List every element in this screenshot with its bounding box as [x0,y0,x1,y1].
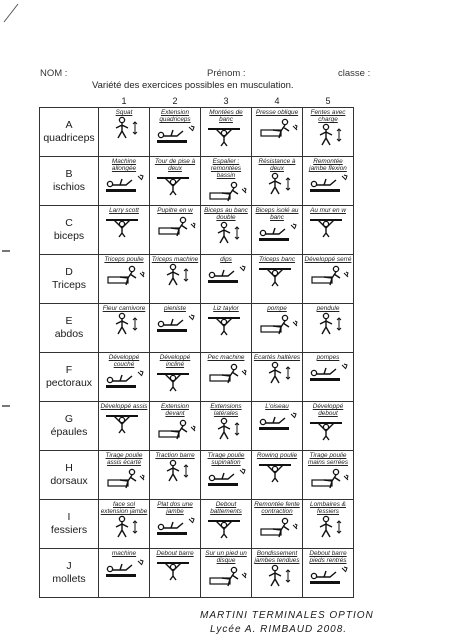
muscle-group-label [40,402,99,451]
exercise-name: Au mur en w [310,207,346,214]
row-letter: I [67,511,71,523]
exercise-name: Tirage poulie assis écarté [105,452,143,466]
exercise-name: Résistance à deux [258,158,296,172]
exercise-figure-icon [153,459,197,483]
table-row [40,353,354,402]
exercise-cell [252,206,303,255]
exercise-figure-icon [306,312,350,336]
exercise-cell [201,255,252,304]
exercise-figure-icon [153,417,197,441]
exercise-cell [150,451,201,500]
exercise-figure-icon [255,459,299,483]
exercise-cell [303,304,354,353]
exercise-figure-icon [153,214,197,238]
exercise-cell [252,500,303,549]
exercise-name: Fentes avec charge [310,109,346,123]
table-row [40,157,354,206]
exercise-cell [201,549,252,598]
exercise-name: machine [111,550,137,557]
exercise-name: Sur un pied un disque [205,550,247,564]
exercise-figure-icon [102,466,146,490]
classe-label: classe : [338,68,371,79]
row-letter: G [64,413,74,425]
exercise-figure-icon [153,312,197,336]
table-row [40,402,354,451]
row-letter: A [65,119,73,131]
exercise-figure-icon [153,123,197,147]
exercise-name: Fleur carnivore [102,305,146,312]
muscle-name: biceps [53,230,85,242]
exercise-figure-icon [204,564,248,588]
exercise-name: pieniste [163,305,187,312]
exercise-name: Presse oblique [255,109,299,116]
exercise-name: pompes [316,354,340,361]
exercise-name: Extensions latérales [210,403,242,417]
exercise-cell [303,402,354,451]
column-number: 2 [172,96,178,106]
exercise-name: Développé assis [100,403,148,410]
prenom-label: Prénom : [207,68,246,79]
exercise-cell [99,402,150,451]
exercise-cell [252,451,303,500]
exercise-figure-icon [102,410,146,434]
exercise-name: Extension quadriceps [159,109,191,123]
exercise-cell [201,353,252,402]
exercise-cell [201,500,252,549]
exercise-cell [150,353,201,402]
exercise-cell [252,402,303,451]
exercise-figure-icon [102,172,146,196]
exercise-name: Machine allongée [111,158,137,172]
page-title: Variété des exercices possibles en musculation. [92,80,294,91]
muscle-name: abdos [54,328,84,340]
table-row [40,451,354,500]
exercise-figure-icon [102,515,146,539]
exercise-figure-icon [102,263,146,287]
row-letter: D [65,266,73,278]
exercise-name: Liz taylor [213,305,239,312]
exercise-figure-icon [102,557,146,581]
table-row [40,549,354,598]
margin-mark [2,405,10,407]
exercise-figure-icon [153,172,197,196]
muscle-name: mollets [52,573,86,585]
exercise-figure-icon [153,263,197,287]
exercise-name: Développé serré [304,256,352,263]
exercise-cell [201,451,252,500]
exercise-name: Plat dos une jambe [157,501,193,515]
row-letter: F [65,364,73,376]
exercise-figure-icon [204,515,248,539]
exercise-name: Ecartés haltères [253,354,301,361]
column-number: 4 [274,96,280,106]
muscle-group-label [40,157,99,206]
exercise-cell [99,304,150,353]
exercise-name: Tirage poulie mains serrées [307,452,349,466]
muscle-group-label [40,500,99,549]
exercise-cell [303,500,354,549]
exercise-name: Triceps poulie [104,256,144,263]
signature-line-2: Lycée A. RIMBAUD 2008. [210,624,348,635]
exercise-cell [150,500,201,549]
exercise-name: Rowing poulie [256,452,298,459]
exercise-cell [99,500,150,549]
nom-label: NOM : [40,68,68,79]
exercise-cell [252,255,303,304]
exercise-cell [150,402,201,451]
exercise-name: dips [220,256,232,263]
row-letter: C [65,217,73,229]
exercise-name: pendule [316,305,340,312]
muscle-group-label [40,353,99,402]
exercise-figure-icon [102,214,146,238]
column-number: 5 [325,96,331,106]
corner-mark [2,2,22,24]
exercise-figure-icon [204,221,248,245]
exercise-cell [303,451,354,500]
muscle-group-label [40,304,99,353]
exercise-cell [303,255,354,304]
muscle-name: dorsaux [50,475,88,487]
muscle-group-label [40,206,99,255]
muscle-group-label [40,451,99,500]
exercise-name: Debout barre [156,550,194,557]
exercise-cell [99,206,150,255]
column-header-row [40,95,354,108]
exercise-cell [201,206,252,255]
muscle-group-label [40,108,99,157]
exercise-cell [303,108,354,157]
exercise-cell [303,206,354,255]
muscle-group-label [40,549,99,598]
exercise-figure-icon [306,263,350,287]
row-letter: E [65,315,73,327]
table-row [40,500,354,549]
exercise-cell [252,157,303,206]
exercise-cell [99,353,150,402]
exercise-figure-icon [255,564,299,588]
exercise-figure-icon [102,312,146,336]
exercise-figure-icon [102,116,146,140]
exercise-cell [252,549,303,598]
exercise-cell [252,108,303,157]
exercise-cell [201,157,252,206]
muscle-name: fessiers [50,524,88,536]
row-letter: H [65,462,73,474]
exercise-cell [303,549,354,598]
exercise-name: Triceps machine [151,256,199,263]
exercise-figure-icon [306,123,350,147]
exercise-figure-icon [204,361,248,385]
exercise-figure-icon [306,466,350,490]
exercise-name: Extension devant [160,403,190,417]
exercise-cell [99,549,150,598]
exercise-figure-icon [255,410,299,434]
exercise-figure-icon [306,417,350,441]
exercise-name: pompe [267,305,287,312]
exercise-name: Développé incliné [159,354,191,368]
exercise-name: Traction barre [155,452,195,459]
row-letter: J [66,560,72,572]
exercise-name: Remontée jambe flexion [309,158,347,172]
row-letter: B [65,168,73,180]
column-number: 1 [121,96,127,106]
exercise-figure-icon [255,312,299,336]
exercise-figure-icon [204,123,248,147]
column-number: 3 [223,96,229,106]
muscle-name: pectoraux [45,377,93,389]
exercise-name: Tirage poulie supination [207,452,245,466]
exercise-cell [150,549,201,598]
exercise-name: Lombaires & fessiers [310,501,346,515]
exercise-figure-icon [306,515,350,539]
table-row [40,304,354,353]
exercise-cell [150,255,201,304]
exercise-cell [201,108,252,157]
exercise-cell [303,157,354,206]
exercise-figure-icon [153,515,197,539]
exercise-name: Squat [115,109,133,116]
exercise-figure-icon [204,312,248,336]
muscle-group-label [40,255,99,304]
exercise-name: Pec machine [207,354,245,361]
margin-mark [2,250,10,252]
exercise-cell [99,255,150,304]
exercise-figure-icon [204,466,248,490]
exercise-cell [201,402,252,451]
exercise-figure-icon [306,214,350,238]
exercise-cell [303,353,354,402]
exercise-cell [150,108,201,157]
exercise-name: Développé couché [108,354,140,368]
exercise-name: Remontée fente contraction [254,501,300,515]
exercise-name: Tour de pise à deux [154,158,196,172]
muscle-name: quadriceps [43,132,95,144]
exercise-name: Bondissement jambes tendues [254,550,300,564]
exercise-cell [99,108,150,157]
exercise-cell [201,304,252,353]
exercise-cell [252,304,303,353]
table-row [40,108,354,157]
exercise-figure-icon [306,172,350,196]
exercise-figure-icon [306,564,350,588]
exercise-table [39,95,354,598]
exercise-name: Espalier : remontées bassin [210,158,242,179]
exercise-name: Biceps au banc double [204,207,248,221]
muscle-name: ischios [52,181,86,193]
exercise-name: Triceps banc [258,256,296,263]
exercise-name: Montées de banc [209,109,243,123]
exercise-figure-icon [255,172,299,196]
exercise-figure-icon [153,368,197,392]
exercise-figure-icon [255,116,299,140]
exercise-figure-icon [204,263,248,287]
muscle-name: Triceps [51,279,87,291]
exercise-figure-icon [204,179,248,203]
exercise-cell [252,353,303,402]
exercise-name: Debout barre pieds rentrés [309,550,347,564]
exercise-figure-icon [204,417,248,441]
exercise-figure-icon [153,557,197,581]
exercise-cell [150,304,201,353]
exercise-name: Larry scott [109,207,139,214]
table-row [40,206,354,255]
exercise-name: Debout battements [210,501,242,515]
exercise-name: Pupitre en w [157,207,193,214]
exercise-cell [99,451,150,500]
muscle-name: épaules [50,426,88,438]
exercise-name: Biceps isolé au banc [255,207,299,221]
exercise-cell [99,157,150,206]
signature-line-1: MARTINI TERMINALES OPTION [200,610,374,621]
exercise-cell [150,206,201,255]
exercise-figure-icon [255,515,299,539]
table-row [40,255,354,304]
exercise-name: Développé debout [312,403,344,417]
exercise-figure-icon [255,361,299,385]
exercise-figure-icon [306,361,350,385]
exercise-figure-icon [255,263,299,287]
exercise-figure-icon [102,368,146,392]
exercise-cell [150,157,201,206]
exercise-name: face sol extension jambe [100,501,148,515]
column-header-blank [40,95,99,108]
exercise-figure-icon [255,221,299,245]
exercise-name: L'oiseau [265,403,289,410]
